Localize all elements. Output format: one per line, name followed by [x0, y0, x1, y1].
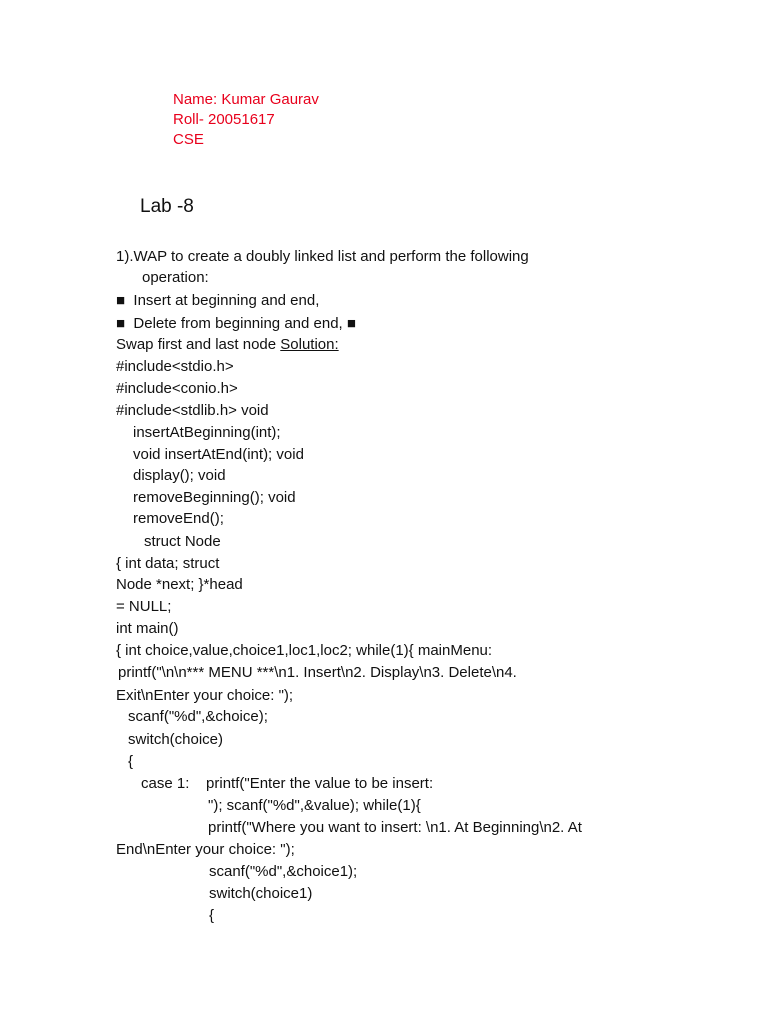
question-line-3 — [116, 335, 339, 355]
code-line: scanf("%d",&choice1); — [209, 863, 358, 880]
student-branch: CSE — [173, 131, 204, 148]
code-line: { — [209, 907, 215, 924]
code-line: int main() — [116, 620, 179, 637]
code-line: struct Node — [144, 533, 221, 550]
code-line: Node *next; }*head — [116, 576, 243, 593]
question-bullet-1: ■ Insert at beginning and end, — [116, 292, 320, 309]
code-line: printf("\n\n*** MENU ***\n1. Insert\n2. Display\n3. Delete\n4. — [118, 664, 517, 681]
code-line: void insertAtEnd(int); void — [133, 446, 304, 463]
code-line: insertAtBeginning(int); — [133, 424, 281, 441]
code-line: case 1: printf("Enter the value to be insert: — [141, 775, 434, 792]
code-line: removeEnd(); — [133, 510, 224, 527]
student-name: Name: Kumar Gaurav — [173, 91, 319, 108]
solution-label: Solution: — [280, 336, 339, 353]
code-line: #include<stdlib.h> void — [116, 402, 269, 419]
code-line: End\nEnter your choice: "); — [116, 841, 295, 858]
question-line-1: 1).WAP to create a doubly linked list and perform the following — [116, 248, 529, 265]
code-line: switch(choice) — [128, 731, 224, 748]
code-line: { int choice,value,choice1,loc1,loc2; while(1){ mainMenu: — [116, 642, 493, 659]
code-line: = NULL; — [116, 598, 172, 615]
code-line: scanf("%d",&choice); — [128, 708, 268, 725]
code-line: #include<conio.h> — [116, 380, 238, 397]
lab-title: Lab -8 — [140, 196, 194, 217]
code-line: display(); void — [133, 467, 226, 484]
swap-text: Swap first and last node — [116, 336, 281, 353]
code-line: Exit\nEnter your choice: "); — [116, 687, 294, 704]
code-line: removeBeginning(); void — [133, 489, 296, 506]
code-line: "); scanf("%d",&value); while(1){ — [208, 797, 421, 814]
code-line: printf("Where you want to insert: \n1. At Beginning\n2. At — [208, 819, 582, 836]
question-line-2: operation: — [142, 269, 209, 286]
code-line: #include<stdio.h> — [116, 358, 234, 375]
code-line: { — [128, 753, 134, 770]
student-roll: Roll- 20051617 — [173, 111, 275, 128]
code-line: switch(choice1) — [209, 885, 313, 902]
code-line: { int data; struct — [116, 555, 220, 572]
question-bullet-2: ■ Delete from beginning and end, ■ — [116, 315, 356, 332]
